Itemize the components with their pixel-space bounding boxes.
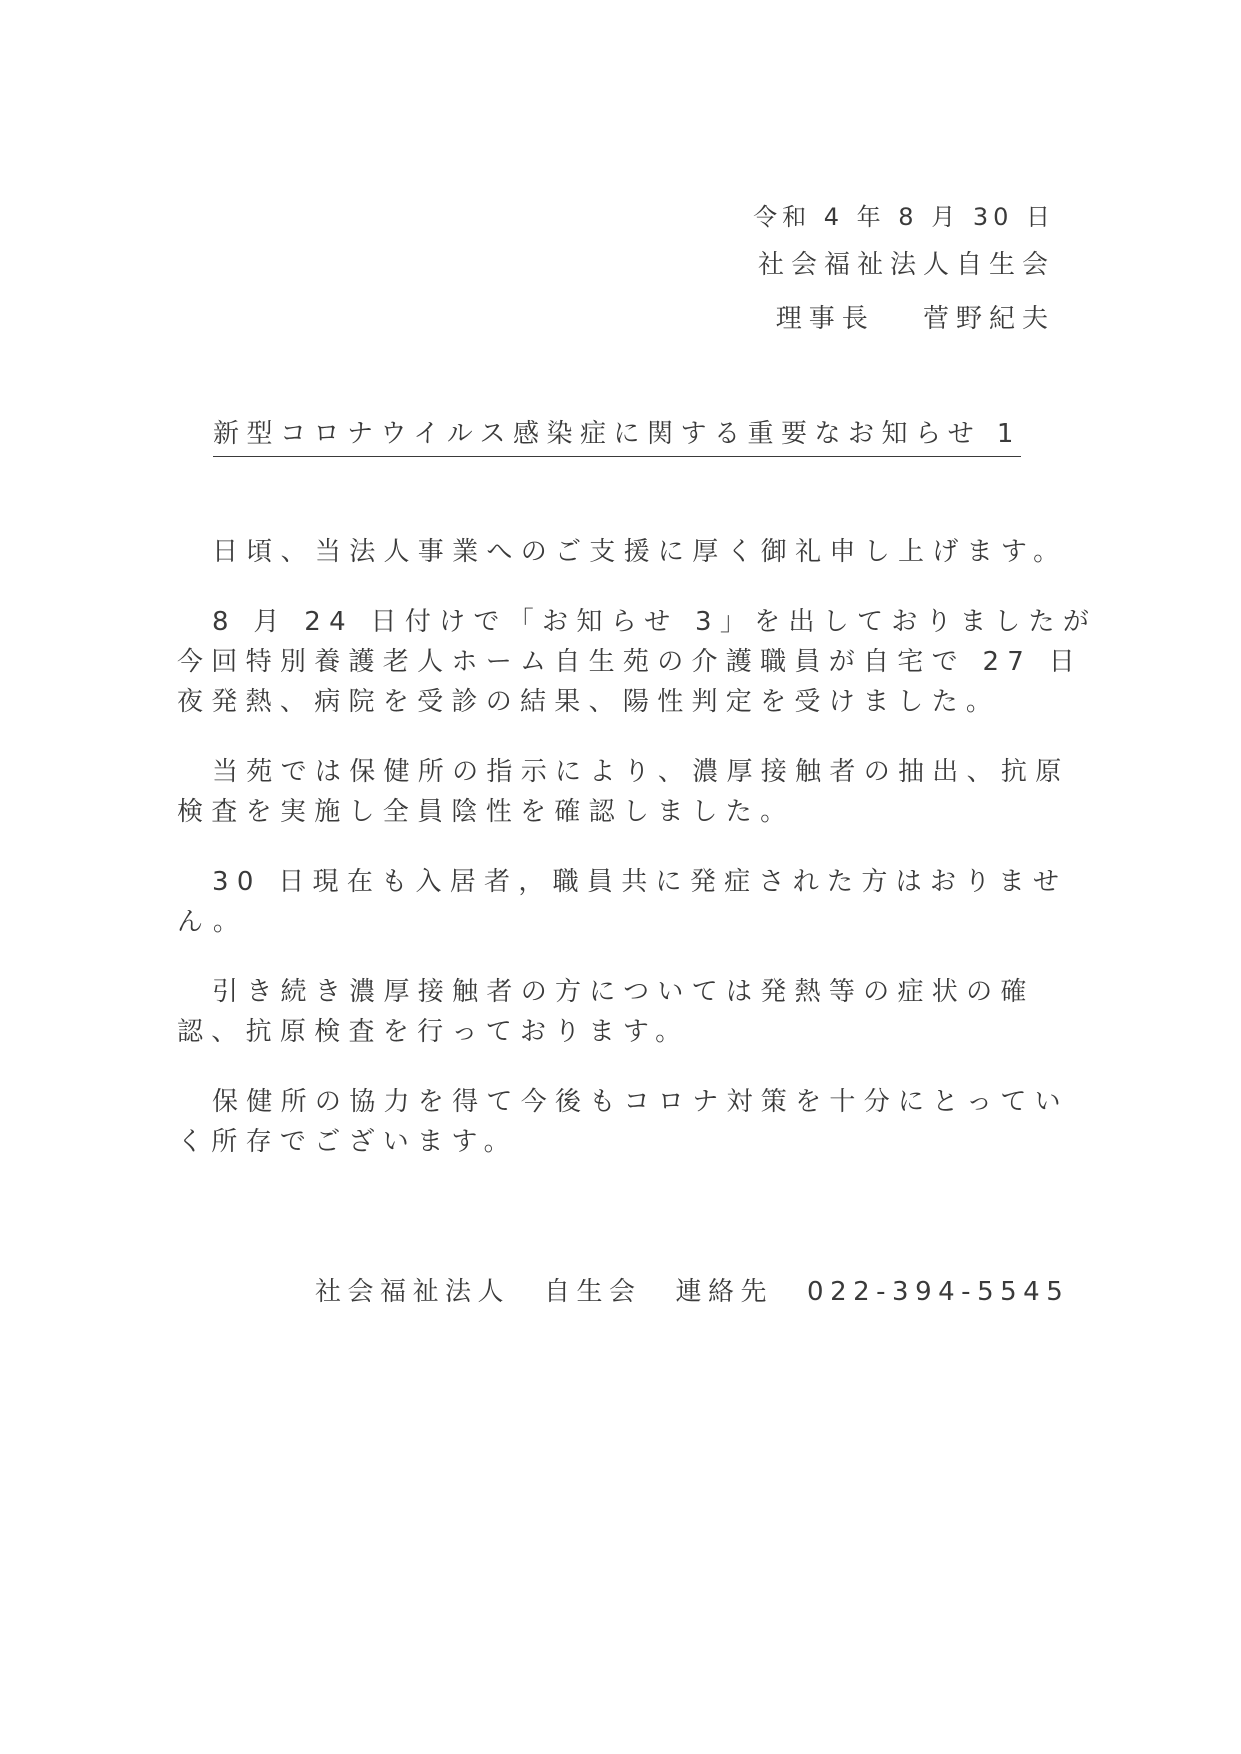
paragraph-line: 30 日現在も入居者，職員共に発症された方はおりませ <box>212 867 1068 897</box>
sender-chairman: 理事長 菅野紀夫 <box>775 304 1055 334</box>
paragraph-closing <box>177 1082 1069 1162</box>
paragraph-line: く所存でございます。 <box>177 1127 518 1157</box>
paragraph-status <box>177 862 1068 942</box>
paragraph-line: 保健所の協力を得て今後もコロナ対策を十分にとってい <box>212 1087 1069 1117</box>
paragraph-testing <box>177 752 1070 832</box>
paragraph-report <box>177 602 1098 722</box>
issue-date: 令和 4 年 8 月 30 日 <box>753 203 1055 231</box>
footer-contact-label: 連絡先 <box>675 1277 774 1307</box>
paragraph-greeting <box>177 532 1068 572</box>
footer-organization: 社会福祉法人 <box>315 1277 511 1307</box>
footer-name: 自生会 <box>544 1277 642 1307</box>
letter-header <box>753 196 1055 346</box>
paragraph-line: ん。 <box>177 907 248 937</box>
paragraph-line: 8 月 24 日付けで「お知らせ 3」を出しておりましたが <box>212 607 1098 637</box>
document-body <box>177 532 1098 1192</box>
paragraph-followup <box>177 972 1057 1052</box>
paragraph-line: 引き続き濃厚接触者の方については発熱等の症状の確 <box>212 977 1035 1007</box>
footer-phone: 022-394-5545 <box>807 1277 1070 1307</box>
paragraph-line: 認、抗原検査を行っております。 <box>177 1017 690 1047</box>
paragraph-line: 当苑では保健所の指示により、濃厚接触者の抽出、抗原 <box>212 757 1070 787</box>
paragraph-line: 夜発熱、病院を受診の結果、陽性判定を受けました。 <box>177 687 1001 717</box>
contact-footer <box>315 1272 1069 1312</box>
sender-organization: 社会福祉法人自生会 <box>757 250 1055 280</box>
paragraph-line: 検査を実施し全員陰性を確認しました。 <box>177 797 795 827</box>
paragraph-line: 今回特別養護老人ホーム自生苑の介護職員が自宅で 27 日 <box>177 647 1084 677</box>
paragraph-line: 日頃、当法人事業へのご支援に厚く御礼申し上げます。 <box>212 537 1068 567</box>
document-title: 新型コロナウイルス感染症に関する重要なお知らせ 1 <box>213 414 1021 457</box>
